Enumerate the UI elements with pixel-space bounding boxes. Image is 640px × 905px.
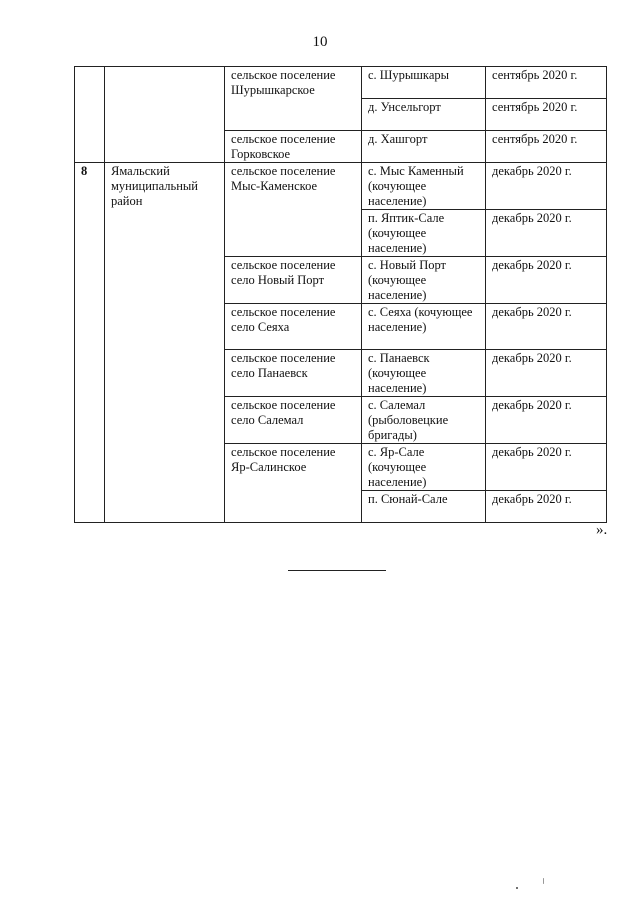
date-cell: сентябрь 2020 г. [486,99,607,131]
date-cell: декабрь 2020 г. [486,491,607,523]
date-cell: декабрь 2020 г. [486,304,607,350]
locality-cell: с. Сеяха (кочующее население) [362,304,486,350]
date-cell: сентябрь 2020 г. [486,131,607,163]
row-number-cell [75,67,105,163]
census-schedule-table [74,66,607,523]
scan-speck [516,887,518,889]
date-cell: декабрь 2020 г. [486,350,607,397]
date-cell: сентябрь 2020 г. [486,67,607,99]
settlement-cell: сельское поселение село Панаевск [225,350,362,397]
table-row [75,67,607,99]
locality-cell: д. Унсельгорт [362,99,486,131]
district-cell: Ямальский муниципальный район [105,163,225,523]
district-cell [105,67,225,163]
row-number-cell: 8 [75,163,105,523]
settlement-cell: сельское поселение Яр-Салинское [225,444,362,523]
page-number: 10 [312,34,328,50]
settlement-cell: сельское поселение Горковское [225,131,362,163]
locality-cell: с. Панаевск (кочующее население) [362,350,486,397]
locality-cell: с. Новый Порт (кочующее население) [362,257,486,304]
scan-speck [543,878,544,884]
settlement-cell: сельское поселение село Новый Порт [225,257,362,304]
locality-cell: п. Сюнай-Сале [362,491,486,523]
date-cell: декабрь 2020 г. [486,210,607,257]
locality-cell: с. Яр-Сале (кочующее население) [362,444,486,491]
locality-cell: п. Яптик-Сале (кочующее население) [362,210,486,257]
closing-quote: ». [596,522,608,538]
locality-cell: с. Салемал (рыболовецкие бригады) [362,397,486,444]
settlement-cell: сельское поселение Шурышкарское [225,67,362,131]
settlement-cell: сельское поселение село Салемал [225,397,362,444]
settlement-cell: сельское поселение Мыс-Каменское [225,163,362,257]
date-cell: декабрь 2020 г. [486,163,607,210]
locality-cell: д. Хашгорт [362,131,486,163]
settlement-cell: сельское поселение село Сеяха [225,304,362,350]
end-divider [288,570,386,571]
date-cell: декабрь 2020 г. [486,397,607,444]
date-cell: декабрь 2020 г. [486,257,607,304]
table-row [75,163,607,210]
locality-cell: с. Шурышкары [362,67,486,99]
date-cell: декабрь 2020 г. [486,444,607,491]
locality-cell: с. Мыс Каменный (кочующее население) [362,163,486,210]
